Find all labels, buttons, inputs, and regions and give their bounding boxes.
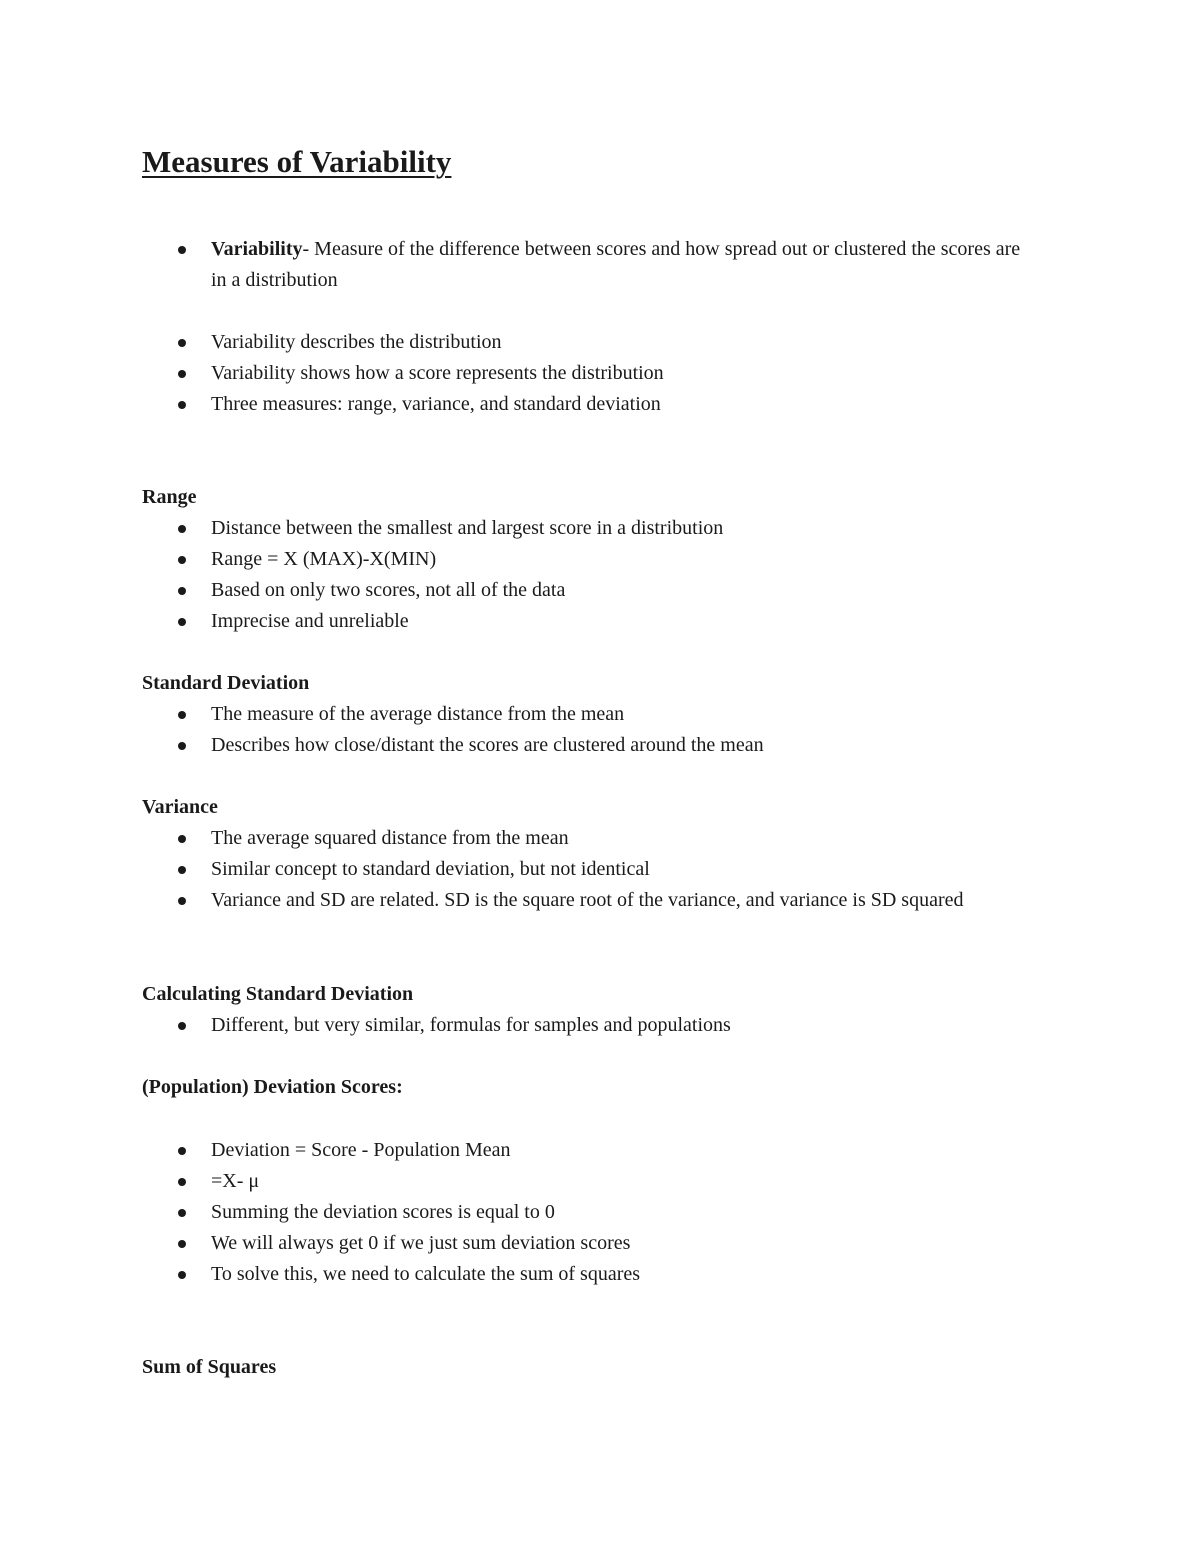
list-item: Similar concept to standard deviation, but not identical [178, 854, 1038, 885]
bullet-icon [178, 711, 186, 719]
bullet-icon [178, 1240, 186, 1248]
list-item: Variability describes the distribution [178, 327, 1038, 358]
bullet-icon [178, 866, 186, 874]
bullet-icon [178, 1209, 186, 1217]
bullet-icon [178, 339, 186, 347]
list-item: Imprecise and unreliable [178, 606, 1038, 637]
list-item: Deviation = Score - Population Mean [178, 1135, 1038, 1166]
section-heading-deviation-scores: (Population) Deviation Scores: [142, 1076, 403, 1098]
list-item: Range = X (MAX)-X(MIN) [178, 544, 1038, 575]
bullet-icon [178, 246, 186, 254]
list-item: Distance between the smallest and largest score in a distribution [178, 513, 1038, 544]
list-item: Describes how close/distant the scores are clustered around the mean [178, 730, 1038, 761]
definition-text: - Measure of the difference between scores and how spread out or clustered the scores are in a distribution [211, 238, 1021, 291]
list-item-variability-definition [178, 234, 1038, 296]
list-item: =X- μ [178, 1166, 1038, 1197]
bullet-icon [178, 556, 186, 564]
bullet-icon [178, 587, 186, 595]
page-title: Measures of Variability [142, 144, 452, 179]
list-item: We will always get 0 if we just sum deviation scores [178, 1228, 1038, 1259]
bullet-icon [178, 742, 186, 750]
list-item: Based on only two scores, not all of the data [178, 575, 1038, 606]
list-item: Different, but very similar, formulas for samples and populations [178, 1010, 1038, 1041]
bullet-icon [178, 618, 186, 626]
bullet-icon [178, 1147, 186, 1155]
list-item: The measure of the average distance from the mean [178, 699, 1038, 730]
list-item: Variance and SD are related. SD is the square root of the variance, and variance is SD squared [178, 885, 1038, 916]
definition-term: Variability [211, 238, 303, 260]
bullet-icon [178, 835, 186, 843]
list-item: Variability shows how a score represents the distribution [178, 358, 1038, 389]
bullet-icon [178, 1022, 186, 1030]
bullet-icon [178, 401, 186, 409]
bullet-icon [178, 370, 186, 378]
list-item: To solve this, we need to calculate the sum of squares [178, 1259, 1038, 1290]
bullet-icon [178, 1271, 186, 1279]
section-heading-sum-of-squares: Sum of Squares [142, 1356, 277, 1378]
list-item: The average squared distance from the mean [178, 823, 1038, 854]
bullet-icon [178, 897, 186, 905]
section-heading-range: Range [142, 486, 197, 508]
section-heading-calculating-sd: Calculating Standard Deviation [142, 983, 414, 1005]
section-heading-standard-deviation: Standard Deviation [142, 672, 310, 694]
bullet-icon [178, 525, 186, 533]
bullet-icon [178, 1178, 186, 1186]
list-item: Three measures: range, variance, and standard deviation [178, 389, 1038, 420]
section-heading-variance: Variance [142, 796, 218, 818]
list-item: Summing the deviation scores is equal to 0 [178, 1197, 1038, 1228]
